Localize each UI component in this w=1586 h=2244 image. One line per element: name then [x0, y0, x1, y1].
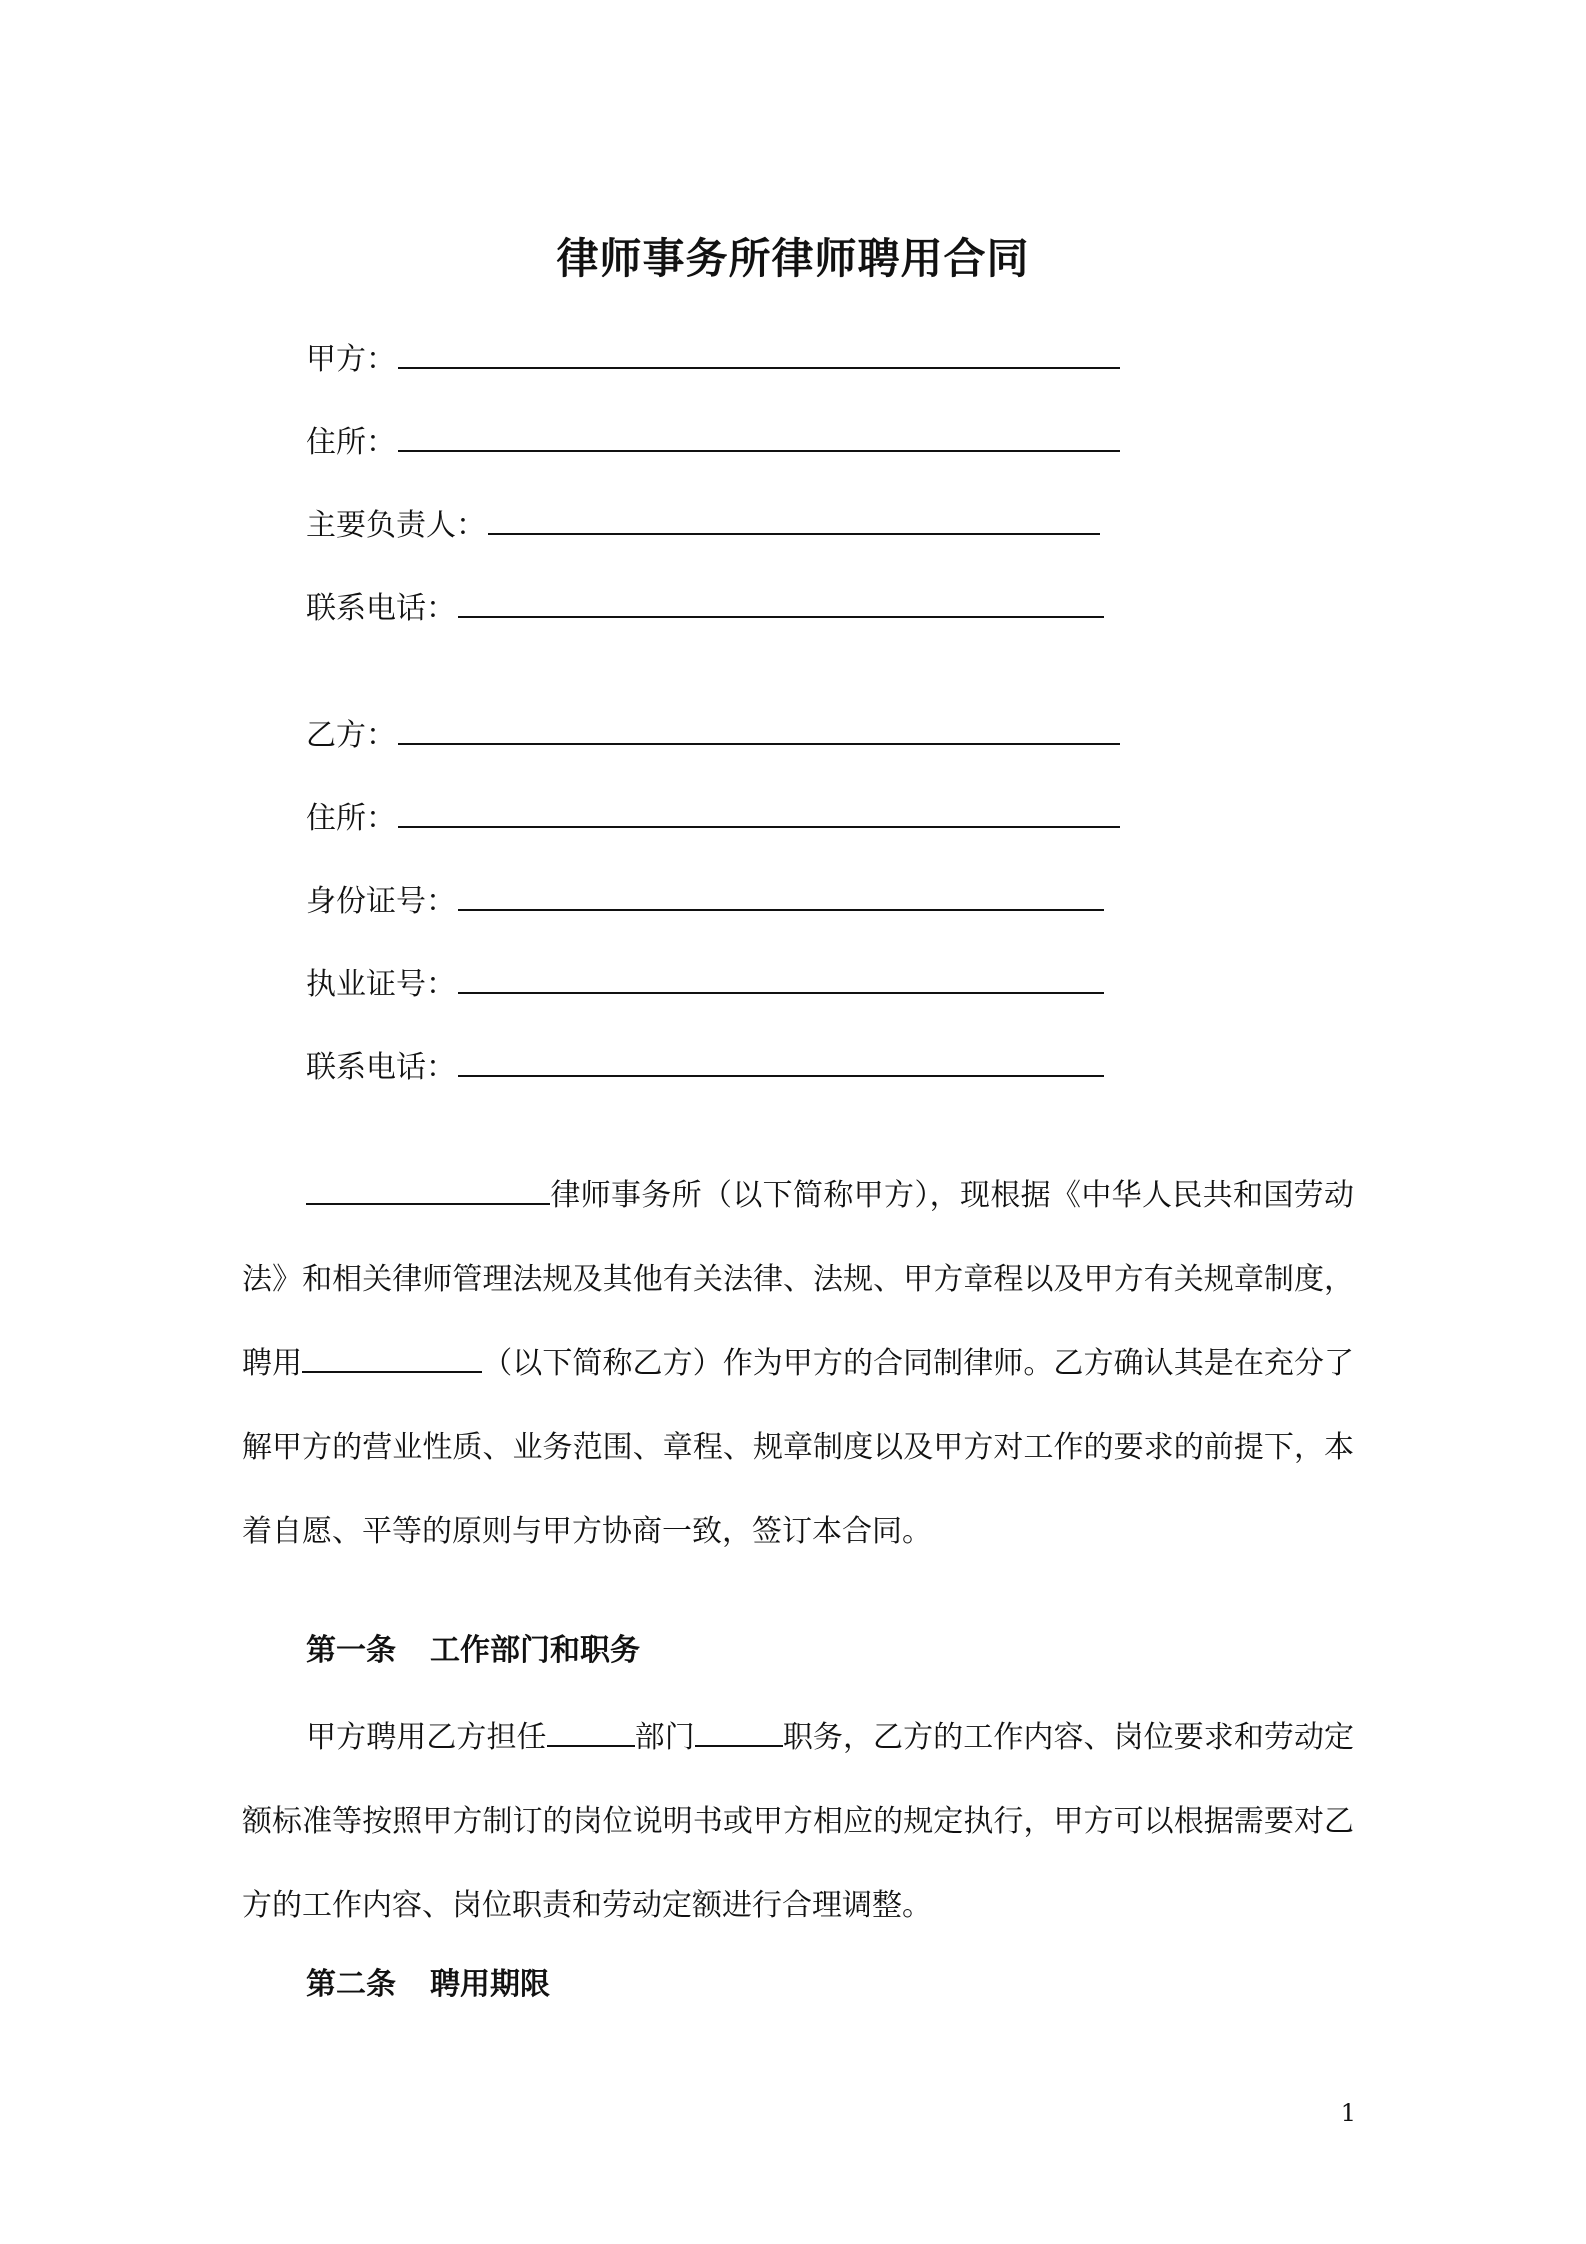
field-label: 住所： — [306, 801, 396, 836]
party-a-name-field — [306, 340, 1120, 380]
blank-line — [488, 513, 1100, 535]
article-1-text-before: 甲方聘用乙方担任 — [306, 1720, 547, 1755]
page-number: 1 — [1340, 2099, 1356, 2127]
blank-line — [306, 1181, 550, 1205]
field-label: 甲方： — [306, 342, 396, 377]
contract-title: 律师事务所律师聘用合同 — [556, 234, 1030, 283]
party-a-principal-field — [306, 506, 1100, 546]
preamble-paragraph — [242, 1154, 1354, 1574]
party-b-id-field — [306, 882, 1104, 922]
article-1-text-after: 职务，乙方的工作内容、岗位要求和劳动定额标准等按照甲方制订的岗位说明书或甲方相应的规定执行，甲方可以根据需要对乙方的工作内容、岗位职责和劳动定额进行合理调整。 — [242, 1720, 1355, 1923]
blank-line — [547, 1723, 635, 1747]
field-label: 联系电话： — [306, 1050, 456, 1085]
field-label: 主要负责人： — [306, 508, 486, 543]
party-b-name-field — [306, 716, 1120, 756]
field-label: 乙方： — [306, 718, 396, 753]
article-1-heading — [306, 1631, 640, 1671]
article-number: 第一条 — [306, 1633, 396, 1668]
party-a-phone-field — [306, 589, 1104, 629]
blank-line — [398, 347, 1120, 369]
blank-line — [398, 806, 1120, 828]
article-1-text-middle: 部门 — [634, 1720, 695, 1755]
blank-line — [458, 596, 1104, 618]
blank-line — [458, 889, 1104, 911]
field-label: 联系电话： — [306, 591, 456, 626]
preamble-text-2: （以下简称乙方）作为甲方的合同制律师。乙方确认其是在充分了解甲方的营业性质、业务范围、章程、规章制度以及甲方对工作的要求的前提下，本着自愿、平等的原则与甲方协商一致，签订本合同。 — [242, 1346, 1355, 1549]
field-label: 住所： — [306, 425, 396, 460]
article-1-paragraph — [242, 1696, 1354, 1948]
party-b-license-field — [306, 965, 1104, 1005]
field-label: 执业证号： — [306, 967, 456, 1002]
blank-line — [458, 972, 1104, 994]
blank-line — [398, 430, 1120, 452]
party-b-address-field — [306, 799, 1120, 839]
blank-line — [302, 1349, 482, 1373]
article-2-heading — [306, 1965, 550, 2005]
article-title: 工作部门和职务 — [430, 1633, 640, 1668]
blank-line — [458, 1055, 1104, 1077]
blank-line — [695, 1723, 783, 1747]
article-number: 第二条 — [306, 1967, 396, 2002]
article-title: 聘用期限 — [430, 1967, 550, 2002]
field-label: 身份证号： — [306, 884, 456, 919]
party-a-address-field — [306, 423, 1120, 463]
preamble-text-1: 律师事务所（以下简称甲方），现根据《中华人民共和国劳动法》和相关律师管理法规及其他有关法律、法规、甲方章程以及甲方有关规章制度，聘用 — [242, 1178, 1354, 1381]
party-b-phone-field — [306, 1048, 1104, 1088]
blank-line — [398, 723, 1120, 745]
